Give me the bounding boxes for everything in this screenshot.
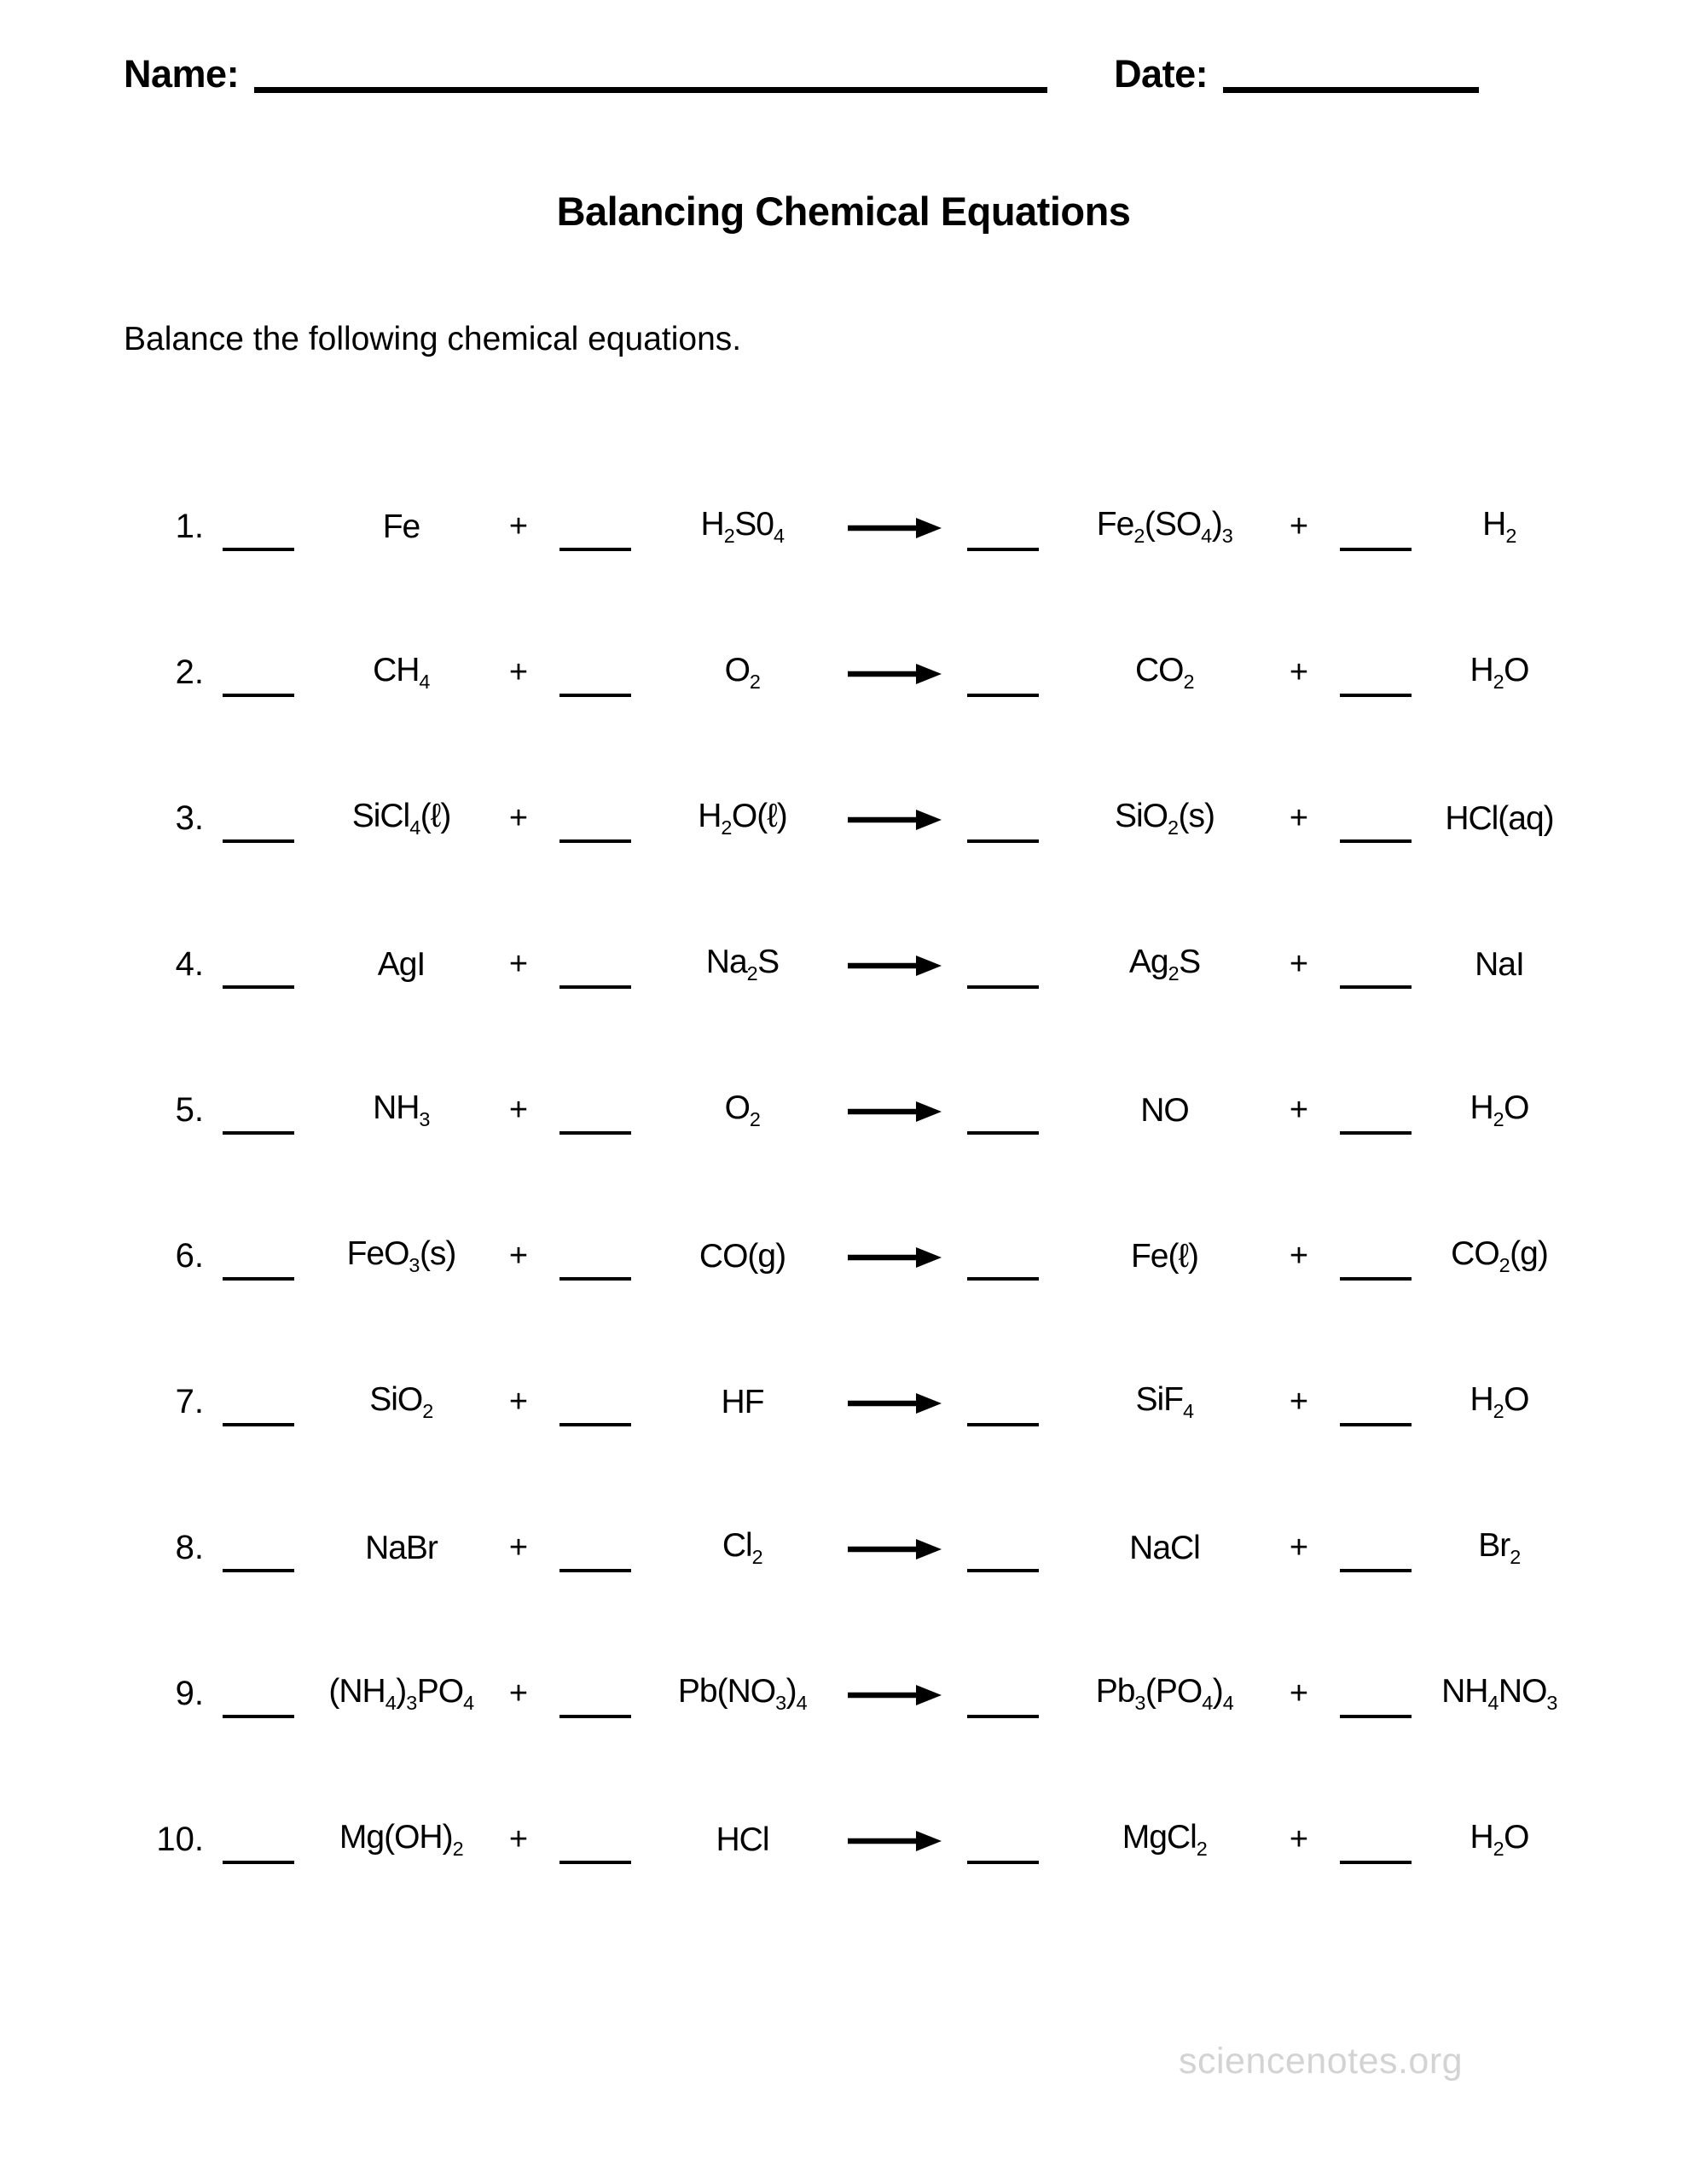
blank-line: [223, 839, 294, 843]
coefficient-blank-1: [207, 1821, 310, 1859]
coefficient-blank-2: [544, 1092, 646, 1130]
blank-line: [967, 1861, 1039, 1864]
product-1-formula: Fe(ℓ): [1130, 1237, 1199, 1275]
coefficient-blank-2: [544, 654, 646, 692]
blank-line: [967, 694, 1039, 697]
right-arrow-icon: [846, 1684, 942, 1706]
plus-sign: +: [508, 1238, 529, 1274]
coefficient-blank-1: [207, 1092, 310, 1130]
reaction-arrow: [838, 1530, 949, 1567]
blank-line: [559, 985, 631, 989]
coefficient-blank-1: [207, 1238, 310, 1275]
plus-sign: +: [1289, 1530, 1309, 1565]
reaction-arrow: [838, 1384, 949, 1421]
date-label: Date:: [1114, 52, 1209, 96]
reactant-2-formula: $Cl_2$: [722, 1527, 763, 1568]
coefficient-blank-2: [544, 1821, 646, 1859]
blank-line: [1340, 1423, 1412, 1426]
equation-row: [126, 1475, 1572, 1621]
coefficient-blank-2: [544, 946, 646, 984]
blank-line: [559, 1861, 631, 1864]
blank-line: [223, 1861, 294, 1864]
blank-line: [1340, 839, 1412, 843]
product-1-formula: SiO$_2$(s): [1114, 798, 1215, 839]
reactant-2-formula: $H_2S0_4$: [700, 506, 785, 547]
plus-sign: +: [508, 1384, 529, 1420]
blank-line: [559, 1423, 631, 1426]
coefficient-blank-4: [1325, 1384, 1427, 1421]
equation-row: [126, 600, 1572, 746]
equation-number: 8.: [175, 1529, 204, 1566]
reactant-1-formula: NaBr: [365, 1529, 438, 1566]
product-2-formula: $H_2$: [1482, 506, 1516, 547]
reactant-1-formula: AgI: [377, 945, 426, 983]
reactant-1-formula: SiCl$_4$(ℓ): [351, 798, 451, 839]
right-arrow-icon: [846, 1830, 942, 1852]
coefficient-blank-1: [207, 1384, 310, 1421]
equation-number: 6.: [175, 1237, 204, 1275]
coefficient-blank-3: [949, 946, 1056, 984]
equation-row: [126, 746, 1572, 892]
product-2-formula: $CO_2(g)$: [1451, 1235, 1548, 1276]
blank-line: [967, 1131, 1039, 1135]
coefficient-blank-4: [1325, 654, 1427, 692]
plus-sign: +: [508, 654, 529, 690]
reaction-arrow: [838, 800, 949, 838]
blank-line: [223, 548, 294, 551]
product-2-formula: $H_2O$: [1470, 1089, 1529, 1130]
blank-line: [1340, 694, 1412, 697]
coefficient-blank-2: [544, 1676, 646, 1713]
site-watermark: sciencenotes.org: [1179, 2041, 1464, 2082]
blank-line: [559, 839, 631, 843]
plus-sign: +: [508, 1092, 529, 1128]
reactant-1-formula: Fe: [382, 508, 420, 545]
plus-sign: +: [1289, 1676, 1309, 1711]
plus-sign: +: [1289, 800, 1309, 836]
blank-line: [559, 1277, 631, 1281]
reactant-1-formula: $(NH_4)_3PO_4$: [328, 1673, 474, 1714]
reaction-arrow: [838, 946, 949, 984]
plus-sign: +: [508, 508, 529, 544]
blank-line: [1340, 1569, 1412, 1572]
reactant-2-formula: CO(g): [699, 1237, 786, 1275]
blank-line: [1340, 985, 1412, 989]
header: [124, 52, 1563, 96]
equation-number: 4.: [175, 945, 204, 983]
product-1-formula: NO: [1140, 1091, 1189, 1129]
coefficient-blank-3: [949, 1821, 1056, 1859]
blank-line: [559, 694, 631, 697]
equation-row: [126, 454, 1572, 600]
blank-line: [1340, 548, 1412, 551]
plus-sign: +: [1289, 1821, 1309, 1857]
right-arrow-icon: [846, 955, 942, 977]
coefficient-blank-2: [544, 800, 646, 838]
coefficient-blank-3: [949, 1384, 1056, 1421]
coefficient-blank-3: [949, 1530, 1056, 1567]
right-arrow-icon: [846, 663, 942, 685]
equation-number: 10.: [156, 1821, 204, 1858]
coefficient-blank-4: [1325, 508, 1427, 546]
product-2-formula: $H_2O$: [1470, 652, 1529, 693]
coefficient-blank-3: [949, 508, 1056, 546]
equation-number: 5.: [175, 1091, 204, 1129]
coefficient-blank-1: [207, 508, 310, 546]
coefficient-blank-4: [1325, 1821, 1427, 1859]
coefficient-blank-2: [544, 508, 646, 546]
coefficient-blank-2: [544, 1530, 646, 1567]
coefficient-blank-1: [207, 1676, 310, 1713]
blank-line: [223, 1277, 294, 1281]
coefficient-blank-4: [1325, 1530, 1427, 1567]
product-1-formula: SiF$_4$: [1135, 1381, 1194, 1422]
reactant-1-formula: $NH_3$: [373, 1089, 430, 1130]
blank-line: [1340, 1715, 1412, 1718]
date-blank-line: [1223, 79, 1479, 93]
coefficient-blank-2: [544, 1238, 646, 1275]
coefficient-blank-3: [949, 654, 1056, 692]
product-1-formula: NaCl: [1129, 1529, 1200, 1566]
reactant-2-formula: $Na_2S$: [705, 944, 780, 985]
coefficient-blank-3: [949, 1238, 1056, 1275]
reactant-2-formula: $O_2$: [724, 1089, 761, 1130]
name-blank-line: [254, 79, 1047, 93]
reactant-2-formula: $H_2O(\ell)$: [698, 798, 787, 839]
plus-sign: +: [508, 946, 529, 982]
blank-line: [967, 1423, 1039, 1426]
right-arrow-icon: [846, 1538, 942, 1560]
right-arrow-icon: [846, 809, 942, 831]
blank-line: [559, 1569, 631, 1572]
blank-line: [967, 548, 1039, 551]
coefficient-blank-4: [1325, 1676, 1427, 1713]
page-title: Balancing Chemical Equations: [556, 189, 1131, 234]
plus-sign: +: [508, 800, 529, 836]
coefficient-blank-2: [544, 1384, 646, 1421]
blank-line: [223, 1423, 294, 1426]
product-2-formula: $H_2O$: [1470, 1819, 1529, 1860]
reaction-arrow: [838, 1238, 949, 1275]
reactant-1-formula: FeO$_3$(s): [346, 1235, 456, 1276]
equation-row: [126, 1183, 1572, 1329]
blank-line: [967, 985, 1039, 989]
blank-line: [1340, 1131, 1412, 1135]
reaction-arrow: [838, 1092, 949, 1130]
equation-row: [126, 1329, 1572, 1475]
reaction-arrow: [838, 654, 949, 692]
coefficient-blank-1: [207, 800, 310, 838]
plus-sign: +: [508, 1530, 529, 1565]
right-arrow-icon: [846, 1101, 942, 1123]
blank-line: [223, 1569, 294, 1572]
equations-list: [126, 454, 1572, 1913]
product-2-formula: $Br_2$: [1478, 1527, 1521, 1568]
reaction-arrow: [838, 508, 949, 546]
coefficient-blank-3: [949, 1676, 1056, 1713]
blank-line: [559, 1715, 631, 1718]
reactant-1-formula: $Mg(OH)_2$: [339, 1819, 464, 1860]
plus-sign: +: [1289, 1384, 1309, 1420]
reactant-2-formula: $O_2$: [724, 652, 761, 693]
equation-number: 9.: [175, 1675, 204, 1712]
coefficient-blank-4: [1325, 800, 1427, 838]
right-arrow-icon: [846, 1246, 942, 1269]
product-2-formula: $NH_4NO_3$: [1441, 1673, 1557, 1714]
equation-row: [126, 1767, 1572, 1913]
coefficient-blank-3: [949, 1092, 1056, 1130]
name-label: Name:: [124, 52, 240, 96]
coefficient-blank-4: [1325, 946, 1427, 984]
coefficient-blank-1: [207, 946, 310, 984]
reaction-arrow: [838, 1676, 949, 1713]
right-arrow-icon: [846, 1392, 942, 1414]
reactant-2-formula: HF: [721, 1383, 764, 1420]
plus-sign: +: [1289, 1238, 1309, 1274]
equation-row: [126, 1621, 1572, 1767]
product-1-formula: $Fe_2(SO_4)_3$: [1096, 506, 1233, 547]
blank-line: [559, 548, 631, 551]
product-1-formula: MgCl$_2$: [1122, 1819, 1208, 1860]
product-2-formula: HCl(aq): [1445, 799, 1554, 837]
reaction-arrow: [838, 1821, 949, 1859]
plus-sign: +: [1289, 508, 1309, 544]
equation-row: [126, 1037, 1572, 1183]
plus-sign: +: [1289, 654, 1309, 690]
right-arrow-icon: [846, 517, 942, 539]
instruction-text: Balance the following chemical equations.: [124, 321, 742, 357]
reactant-1-formula: SiO$_2$: [369, 1381, 433, 1422]
reactant-2-formula: $Pb(NO_3)_4$: [677, 1673, 808, 1714]
plus-sign: +: [508, 1821, 529, 1857]
equation-number: 2.: [175, 653, 204, 691]
equation-row: [126, 892, 1572, 1037]
blank-line: [223, 1131, 294, 1135]
blank-line: [223, 1715, 294, 1718]
product-1-formula: $Ag_2S$: [1128, 944, 1201, 985]
equation-number: 7.: [175, 1383, 204, 1420]
blank-line: [967, 1277, 1039, 1281]
coefficient-blank-1: [207, 654, 310, 692]
blank-line: [967, 839, 1039, 843]
blank-line: [223, 985, 294, 989]
coefficient-blank-3: [949, 800, 1056, 838]
reactant-1-formula: $CH_4$: [373, 652, 430, 693]
blank-line: [1340, 1277, 1412, 1281]
coefficient-blank-4: [1325, 1238, 1427, 1275]
blank-line: [223, 694, 294, 697]
plus-sign: +: [508, 1676, 529, 1711]
coefficient-blank-4: [1325, 1092, 1427, 1130]
product-1-formula: $CO_2$: [1134, 652, 1194, 693]
reactant-2-formula: HCl: [716, 1821, 769, 1858]
blank-line: [1340, 1861, 1412, 1864]
blank-line: [559, 1131, 631, 1135]
product-1-formula: $Pb_3(PO_4)_4$: [1095, 1673, 1234, 1714]
equation-number: 1.: [175, 508, 204, 545]
plus-sign: +: [1289, 1092, 1309, 1128]
product-2-formula: NaI: [1475, 945, 1524, 983]
equation-number: 3.: [175, 799, 204, 837]
blank-line: [967, 1715, 1039, 1718]
product-2-formula: $H_2O$: [1470, 1381, 1529, 1422]
coefficient-blank-1: [207, 1530, 310, 1567]
blank-line: [967, 1569, 1039, 1572]
plus-sign: +: [1289, 946, 1309, 982]
